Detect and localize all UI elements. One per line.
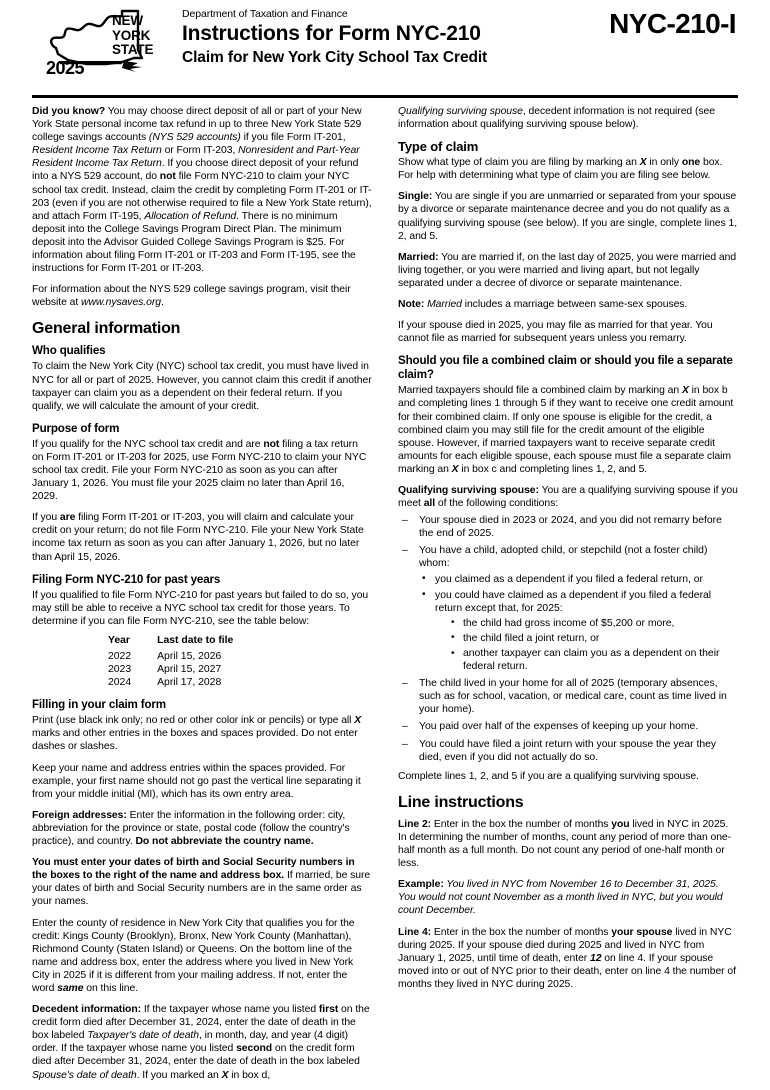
past-years-table <box>108 634 233 689</box>
dob-ssn-paragraph <box>32 856 372 908</box>
column-header-last-date: Last date to file <box>157 634 234 646</box>
dob-ssn-text: If married, be sure your dates of birth and Social Security numbers are in the same order as your names. <box>32 870 371 908</box>
decedent-t2: on the credit form died after December 31, 2024, enter the date of death in the box labeled <box>32 1004 370 1042</box>
qss-t2: of the following conditions: <box>435 498 559 510</box>
married-text: You are married if, on the last day of 2025, you were married and living together, or you were married and living apart, but not legally separated under a decree of divorce or separate maintenance. <box>398 251 737 289</box>
toc-one: one <box>681 157 701 169</box>
dyk-italic-1: (NYS 529 accounts) <box>148 132 241 144</box>
qualifying-conditions-list <box>398 514 738 764</box>
dyk-text-6: . There is no minimum deposit into the College Savings Program Direct Plan. The minimum deposit into the Advisor Guided College Savings Program is $25. For information about filing Form IT-201 or IT-203 and Form IT-195, see the instructions for Form IT-201 or IT-203. <box>32 210 356 275</box>
married-label: Married: <box>398 251 439 263</box>
decedent-t1: If the taxpayer whose name you listed <box>141 1004 319 1016</box>
title-block <box>182 8 487 68</box>
right-column <box>398 105 738 1090</box>
sub-list-item <box>419 573 738 586</box>
line-4-twelve: 12 <box>590 952 602 964</box>
county-paragraph <box>32 917 372 996</box>
sub-sub-list-item <box>449 632 738 645</box>
continuation-text: , decedent information is not required (see information about qualifying surviving spouse below). <box>398 106 715 131</box>
sub-list <box>419 573 738 674</box>
toc-t1: Show what type of claim you are filing by marking an <box>398 157 640 169</box>
sub-sub-bullet-text: the child had gross income of $5,200 or more, <box>463 617 675 629</box>
table-row <box>108 676 233 689</box>
dyk-italic-2: Resident Income Tax Return <box>32 145 162 157</box>
dyk-italic-4: Allocation of Refund <box>144 210 237 222</box>
decedent-label: Decedent information: <box>32 1004 142 1016</box>
page-header <box>32 0 738 90</box>
left-column <box>32 105 372 1090</box>
nysaves-paragraph <box>32 283 372 309</box>
example-label: Example: <box>398 879 444 891</box>
line-4-paragraph <box>398 926 738 991</box>
heading-general-information: General information <box>32 320 181 338</box>
note-paragraph <box>398 298 738 311</box>
line-2-t1: Enter in the box the number of months <box>431 818 612 830</box>
table-header-row <box>108 634 233 650</box>
qss-label: Qualifying surviving spouse: <box>398 484 539 496</box>
heading-purpose-of-form: Purpose of form <box>32 421 120 435</box>
single-label: Single: <box>398 191 433 203</box>
sub-sub-list-item <box>449 617 738 630</box>
combined-t2: in box b and completing lines 1 through 5 if they want to receive one credit amount for their combined claim. If only one spouse is eligible for the credit, a combined claim you may still file for the credit amount of the eligible spouse. However, if married taxpayers want to receive separate credit amounts for each eligible spouse, each spouse must file a separate claim marking an <box>398 385 734 475</box>
heading-filling-in-claim-form: Filling in your claim form <box>32 698 166 712</box>
toc-t3: box. For help with determining what type of claim you are filing see below. <box>398 157 723 182</box>
column-header-year: Year <box>108 634 130 646</box>
list-item <box>400 738 738 764</box>
nysaves-text-1: For information about the NYS 529 college savings program, visit their website at <box>32 284 351 309</box>
married-paragraph <box>398 251 738 290</box>
cell-year: 2024 <box>108 677 132 689</box>
dob-ssn-bold: You must enter your dates of birth and Social Security numbers in the boxes to the right of the name and address box. <box>32 857 355 882</box>
decedent-t4: on the credit form died after December 31, 2024, enter the date of death in the box labeled <box>32 1043 360 1068</box>
toc-t2: in only <box>646 157 682 169</box>
decedent-taxpayer-dod: Taxpayer's date of death <box>87 1030 199 1042</box>
decedent-second: second <box>236 1043 273 1055</box>
list-item <box>400 720 738 733</box>
heading-who-qualifies: Who qualifies <box>32 344 106 358</box>
purpose-p2-t2: filing Form IT-201 or IT-203, you will claim and calculate your credit on your return; do not file Form NYC-210. File your New York State income tax return as soon as you can after January 1, 2026, but no later than April 15, 2026. <box>32 512 364 563</box>
decedent-t5: . If you marked an <box>136 1069 222 1081</box>
filling-p1-t1: Print (use black ink only; no red or other color ink or pencils) or type all <box>32 715 355 727</box>
heading-combined-or-separate-claim: Should you file a combined claim or should you file a separate claim? <box>398 354 733 382</box>
filling-p1-x: X <box>354 715 362 727</box>
note-italic: Married <box>424 299 462 311</box>
logo-year: 2025 <box>46 58 85 78</box>
heading-type-of-claim: Type of claim <box>398 139 479 155</box>
bullet-text: Your spouse died in 2023 or 2024, and you did not remarry before the end of 2025. <box>419 515 722 540</box>
decedent-spouse-dod: Spouse's date of death <box>32 1069 137 1081</box>
foreign-addresses-label: Foreign addresses: <box>32 809 127 821</box>
logo-text-state: STATE <box>112 42 154 57</box>
foreign-addresses-text: Enter the information in the following order: city, abbreviation for the province or state, postal code (follow the country's practice), and country. <box>32 809 350 848</box>
dyk-text-2: if you file Form IT-201, <box>240 132 346 144</box>
decedent-information-paragraph <box>32 1003 372 1082</box>
single-text: You are single if you are unmarried or separated from your spouse by a divorce or separate maintenance decree and you do not qualify as a qualifying surviving spouse (see below). If you are single, complete lines 1, 2, and 5. <box>398 191 738 242</box>
note-label: Note: <box>398 299 425 311</box>
two-column-body <box>32 105 738 1090</box>
nysaves-text-2: . <box>160 297 164 309</box>
continuation-paragraph <box>398 105 738 131</box>
foreign-addresses-bold-2: Do not abbreviate the country name. <box>135 836 314 848</box>
county-t1: Enter the county of residence in New York City that qualifies you for the credit: Kings County (Brooklyn), Bronx, New York County (Manhattan), Richmond County (Staten Island) or Queens. On the bottom line of the name and address box, enter the address where you lived in New York City in 2025 if it is different from your mailing address. If not, enter the word <box>32 917 355 994</box>
bullet-text: You could have filed a joint return with your spouse the year they died, even if you did not actually do so. <box>419 738 717 763</box>
line-4-t2: lived in NYC during 2025. If your spouse died during 2025 and lived in NYC from January 1, 2025, until time of death, enter <box>398 926 732 964</box>
single-paragraph <box>398 190 738 242</box>
line-2-paragraph <box>398 818 738 870</box>
cell-last-date: April 15, 2026 <box>157 651 222 662</box>
qss-closing-paragraph: Complete lines 1, 2, and 5 if you are a qualifying surviving spouse. <box>398 770 699 782</box>
dyk-text-4: . If you choose direct deposit of your refund into a NYS 529 account, do <box>32 158 359 183</box>
did-you-know-paragraph <box>32 105 372 275</box>
bullet-text: You paid over half of the expenses of keeping up your home. <box>419 721 699 733</box>
page-title: Instructions for Form NYC-210 <box>182 22 481 45</box>
line-4-t3: on line 4. If your spouse moved into or out of NYC prior to their death, enter on line 4 the number of months they lived in NYC during 2025. <box>398 952 736 990</box>
list-item <box>400 514 738 540</box>
qss-all: all <box>423 498 436 510</box>
logo-text-new: NEW <box>112 13 143 28</box>
line-2-t2: lived in NYC in 2025. In determining the number of months, count any period of more than one-half month as a full month. Do not count any period of one-half month or less. <box>398 818 732 870</box>
filling-paragraph-2: Keep your name and address entries within the spaces provided. For example, your first name should not go past the vertical line separating it from your middle initial (MI), which has its own entry area. <box>32 762 361 800</box>
page-subtitle: Claim for New York City School Tax Credit <box>182 49 488 66</box>
filling-paragraph-1 <box>32 714 372 753</box>
logo-text-york: YORK <box>112 27 151 43</box>
decedent-t3: , in month, day, and year (4 digit) order. If the taxpayer whose name you listed <box>32 1030 349 1055</box>
purpose-p1-t2: filing a tax return on Form IT-201 or IT-203 for 2025, use Form NYC-210 to claim your NYC school tax credit. File your Form NYC-210 as soon as you can after January 1, 2026. You must file your 2025 claim no later than April 16, 2029. <box>32 438 367 503</box>
dyk-text-5: file Form NYC-210 to claim your NYC school tax credit. Instead, claim the credit by completing Form IT-201 or IT-203 (even if you are not otherwise required to file a New York State return), and attach Form IT-195, <box>32 171 372 222</box>
bullet-text: The child lived in your home for all of 2025 (temporary absences, such as for school, vacation, or medical care, count as time lived in your home). <box>419 678 727 716</box>
decedent-t6: in box d, <box>228 1069 271 1081</box>
sub-bullet-text: you could have claimed as a dependent if you filed a federal return except that, for 2025: <box>435 589 712 614</box>
past-years-text: If you qualified to file Form NYC-210 for past years but failed to do so, you may still be able to receive a NYC school tax credit for those years. To determine if you can file Form NYC-210, see the table below: <box>32 589 369 627</box>
purpose-paragraph-2 <box>32 511 372 563</box>
dyk-text-1: You may choose direct deposit of all or part of your New York State personal income tax refund in up to three New York State 529 college savings accounts <box>32 106 362 144</box>
county-t2: on this line. <box>83 982 139 994</box>
combined-x2: X <box>451 463 459 475</box>
bullet-text: You have a child, adopted child, or stepchild (not a foster child) whom: <box>419 545 708 570</box>
line-4-your-spouse: your spouse <box>611 926 673 938</box>
cell-last-date: April 15, 2027 <box>157 664 222 676</box>
example-text: You lived in NYC from November 16 to December 31, 2025. You would not count November as a month lived in NYC, but you would count December. <box>398 879 723 917</box>
county-same: same <box>57 982 84 994</box>
dyk-bold-not: not <box>159 171 176 183</box>
sub-sub-list <box>435 617 738 673</box>
purpose-p1-t1: If you qualify for the NYC school tax credit and are <box>32 438 264 450</box>
nysaves-url: www.nysaves.org <box>81 297 161 309</box>
line-2-you: you <box>611 818 630 830</box>
who-qualifies-text: To claim the New York City (NYC) school tax credit, you must have lived in NYC for all or part of 2025. However, you cannot claim this credit if another taxpayer can claim you as a dependent on their federal return. If you qualify, we will calculate the amount of your credit. <box>32 361 372 412</box>
sub-sub-bullet-text: another taxpayer can claim you as a dependent on their federal return. <box>463 648 720 673</box>
form-number: NYC-210-I <box>609 8 736 39</box>
combined-t1: Married taxpayers should file a combined claim by marking an <box>398 385 682 397</box>
example-paragraph <box>398 878 738 917</box>
list-item <box>400 544 738 673</box>
purpose-p2-bold: are <box>59 512 76 524</box>
did-you-know-label: Did you know? <box>32 106 106 117</box>
dyk-text-3: or Form IT-203, <box>161 145 239 157</box>
note-text: includes a marriage between same-sex spouses. <box>461 299 688 311</box>
decedent-x: X <box>221 1069 229 1081</box>
purpose-paragraph-1 <box>32 438 372 503</box>
purpose-p2-t1: If you <box>32 512 60 524</box>
table-row <box>108 663 233 676</box>
department-name: Department of Taxation and Finance <box>182 8 348 20</box>
sub-sub-list-item <box>449 647 738 673</box>
heading-past-years: Filing Form NYC-210 for past years <box>32 572 221 586</box>
continuation-italic: Qualifying surviving spouse <box>398 106 523 117</box>
qualifying-surviving-spouse-intro <box>398 484 738 510</box>
line-4-label: Line 4: <box>398 926 432 938</box>
cell-year: 2023 <box>108 664 132 676</box>
table-row <box>108 650 233 663</box>
decedent-first: first <box>318 1004 339 1016</box>
toc-x: X <box>639 157 647 169</box>
foreign-addresses-paragraph <box>32 809 372 848</box>
sub-bullet-text: you claimed as a dependent if you filed a federal return, or <box>435 573 704 585</box>
combined-x1: X <box>681 385 689 397</box>
header-divider <box>32 95 738 98</box>
heading-line-instructions: Line instructions <box>398 793 524 811</box>
qss-t1: You are a qualifying surviving spouse if you meet <box>398 484 738 510</box>
list-item <box>400 677 738 716</box>
sub-sub-bullet-text: the child filed a joint return, or <box>463 632 600 644</box>
combined-t3: in box c and completing lines 1, 2, and 5. <box>458 463 648 475</box>
type-of-claim-intro <box>398 156 738 182</box>
cell-last-date: April 17, 2028 <box>157 677 222 689</box>
spouse-died-paragraph: If your spouse died in 2025, you may file as married for that year. You cannot file as married for subsequent years unless you remarry. <box>398 320 713 345</box>
combined-claim-paragraph <box>398 384 738 476</box>
purpose-p1-bold: not <box>263 438 280 450</box>
filling-p1-t2: marks and other entries in the boxes and spaces provided. Do not enter dashes or slashes. <box>32 728 358 753</box>
dyk-italic-3: Nonresident and Part-Year Resident Income Tax Return <box>32 145 360 170</box>
line-4-t1: Enter in the box the number of months <box>431 926 612 938</box>
line-2-label: Line 2: <box>398 818 432 830</box>
new-york-state-logo <box>46 6 174 82</box>
sub-list-item <box>419 589 738 674</box>
cell-year: 2022 <box>108 651 132 662</box>
